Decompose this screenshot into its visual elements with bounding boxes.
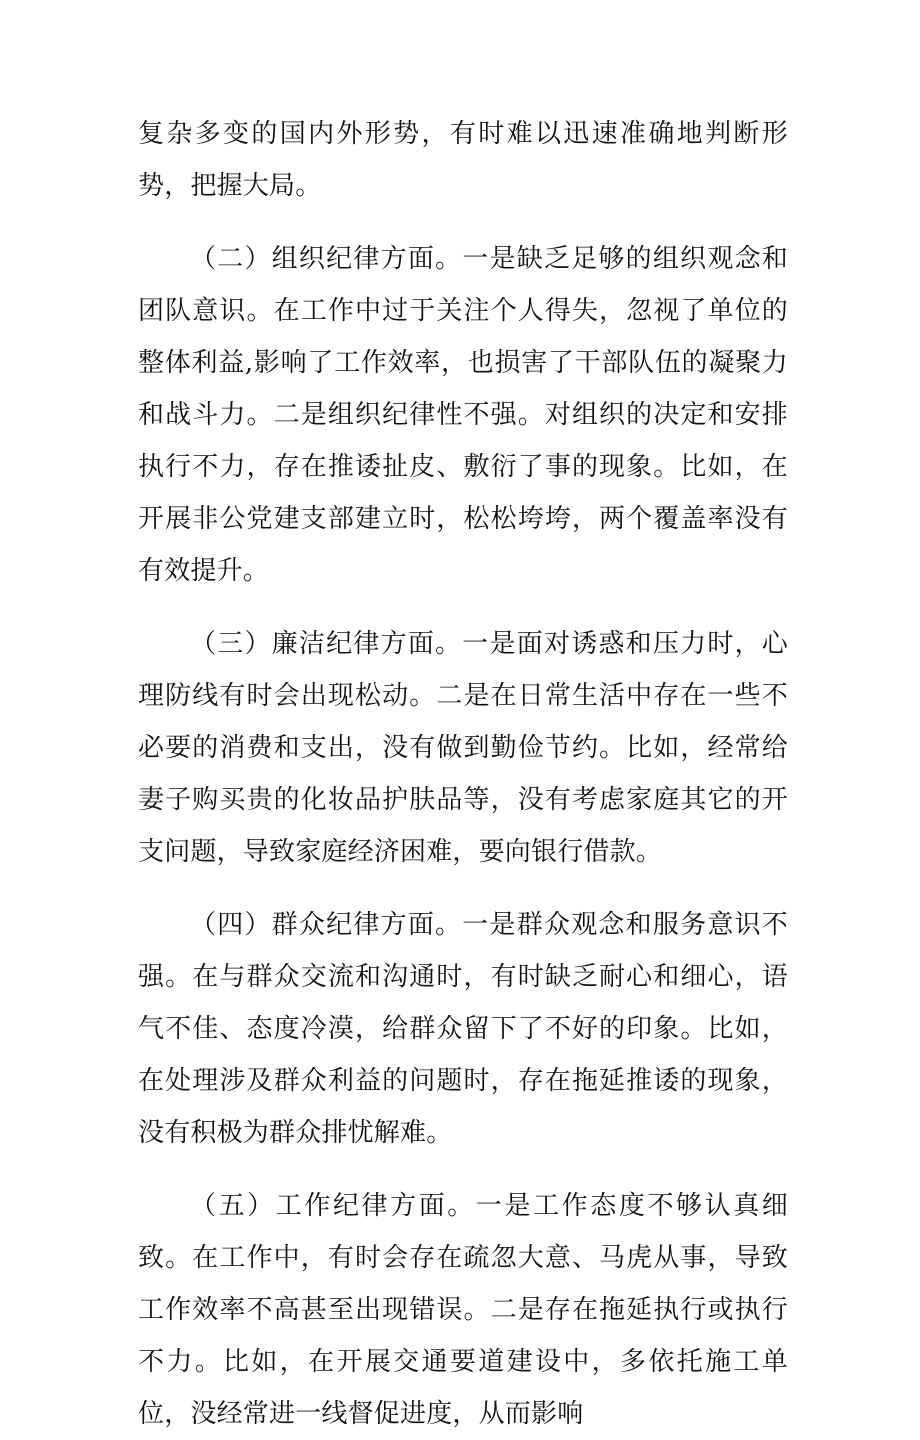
paragraph-gap bbox=[138, 212, 788, 233]
document-page bbox=[138, 108, 788, 1440]
paragraph-gap bbox=[138, 878, 788, 899]
paragraph-organizational-discipline: （二）组织纪律方面。一是缺乏足够的组织观念和团队意识。在工作中过于关注个人得失，忽视了单位的整体利益,影响了工作效率，也损害了干部队伍的凝聚力和战斗力。二是组织纪律性不强。对组织的决定和安排执行不力，存在推诿扯皮、敷衍了事的现象。比如，在开展非公党建支部建立时，松松垮垮，两个覆盖率没有有效提升。 bbox=[138, 244, 788, 586]
paragraph-gap bbox=[138, 597, 788, 618]
paragraph-intro-continuation: 复杂多变的国内外形势，有时难以迅速准确地判断形势，把握大局。 bbox=[138, 119, 788, 201]
paragraph-mass-discipline: （四）群众纪律方面。一是群众观念和服务意识不强。在与群众交流和沟通时，有时缺乏耐心和细心，语气不佳、态度冷漠，给群众留下了不好的印象。比如，在处理涉及群众利益的问题时，存在拖延推诿的现象，没有积极为群众排忧解难。 bbox=[138, 910, 788, 1148]
paragraph-work-discipline: （五）工作纪律方面。一是工作态度不够认真细致。在工作中，有时会存在疏忽大意、马虎从事，导致工作效率不高甚至出现错误。二是存在拖延执行或执行不力。比如，在开展交通要道建设中，多依托施工单位，没经常进一线督促进度，从而影响 bbox=[138, 1191, 788, 1429]
paragraph-integrity-discipline: （三）廉洁纪律方面。一是面对诱惑和压力时，心理防线有时会出现松动。二是在日常生活中存在一些不必要的消费和支出，没有做到勤俭节约。比如，经常给妻子购买贵的化妆品护肤品等，没有考虑家庭其它的开支问题，导致家庭经济困难，要向银行借款。 bbox=[138, 629, 788, 867]
paragraph-gap bbox=[138, 1159, 788, 1180]
